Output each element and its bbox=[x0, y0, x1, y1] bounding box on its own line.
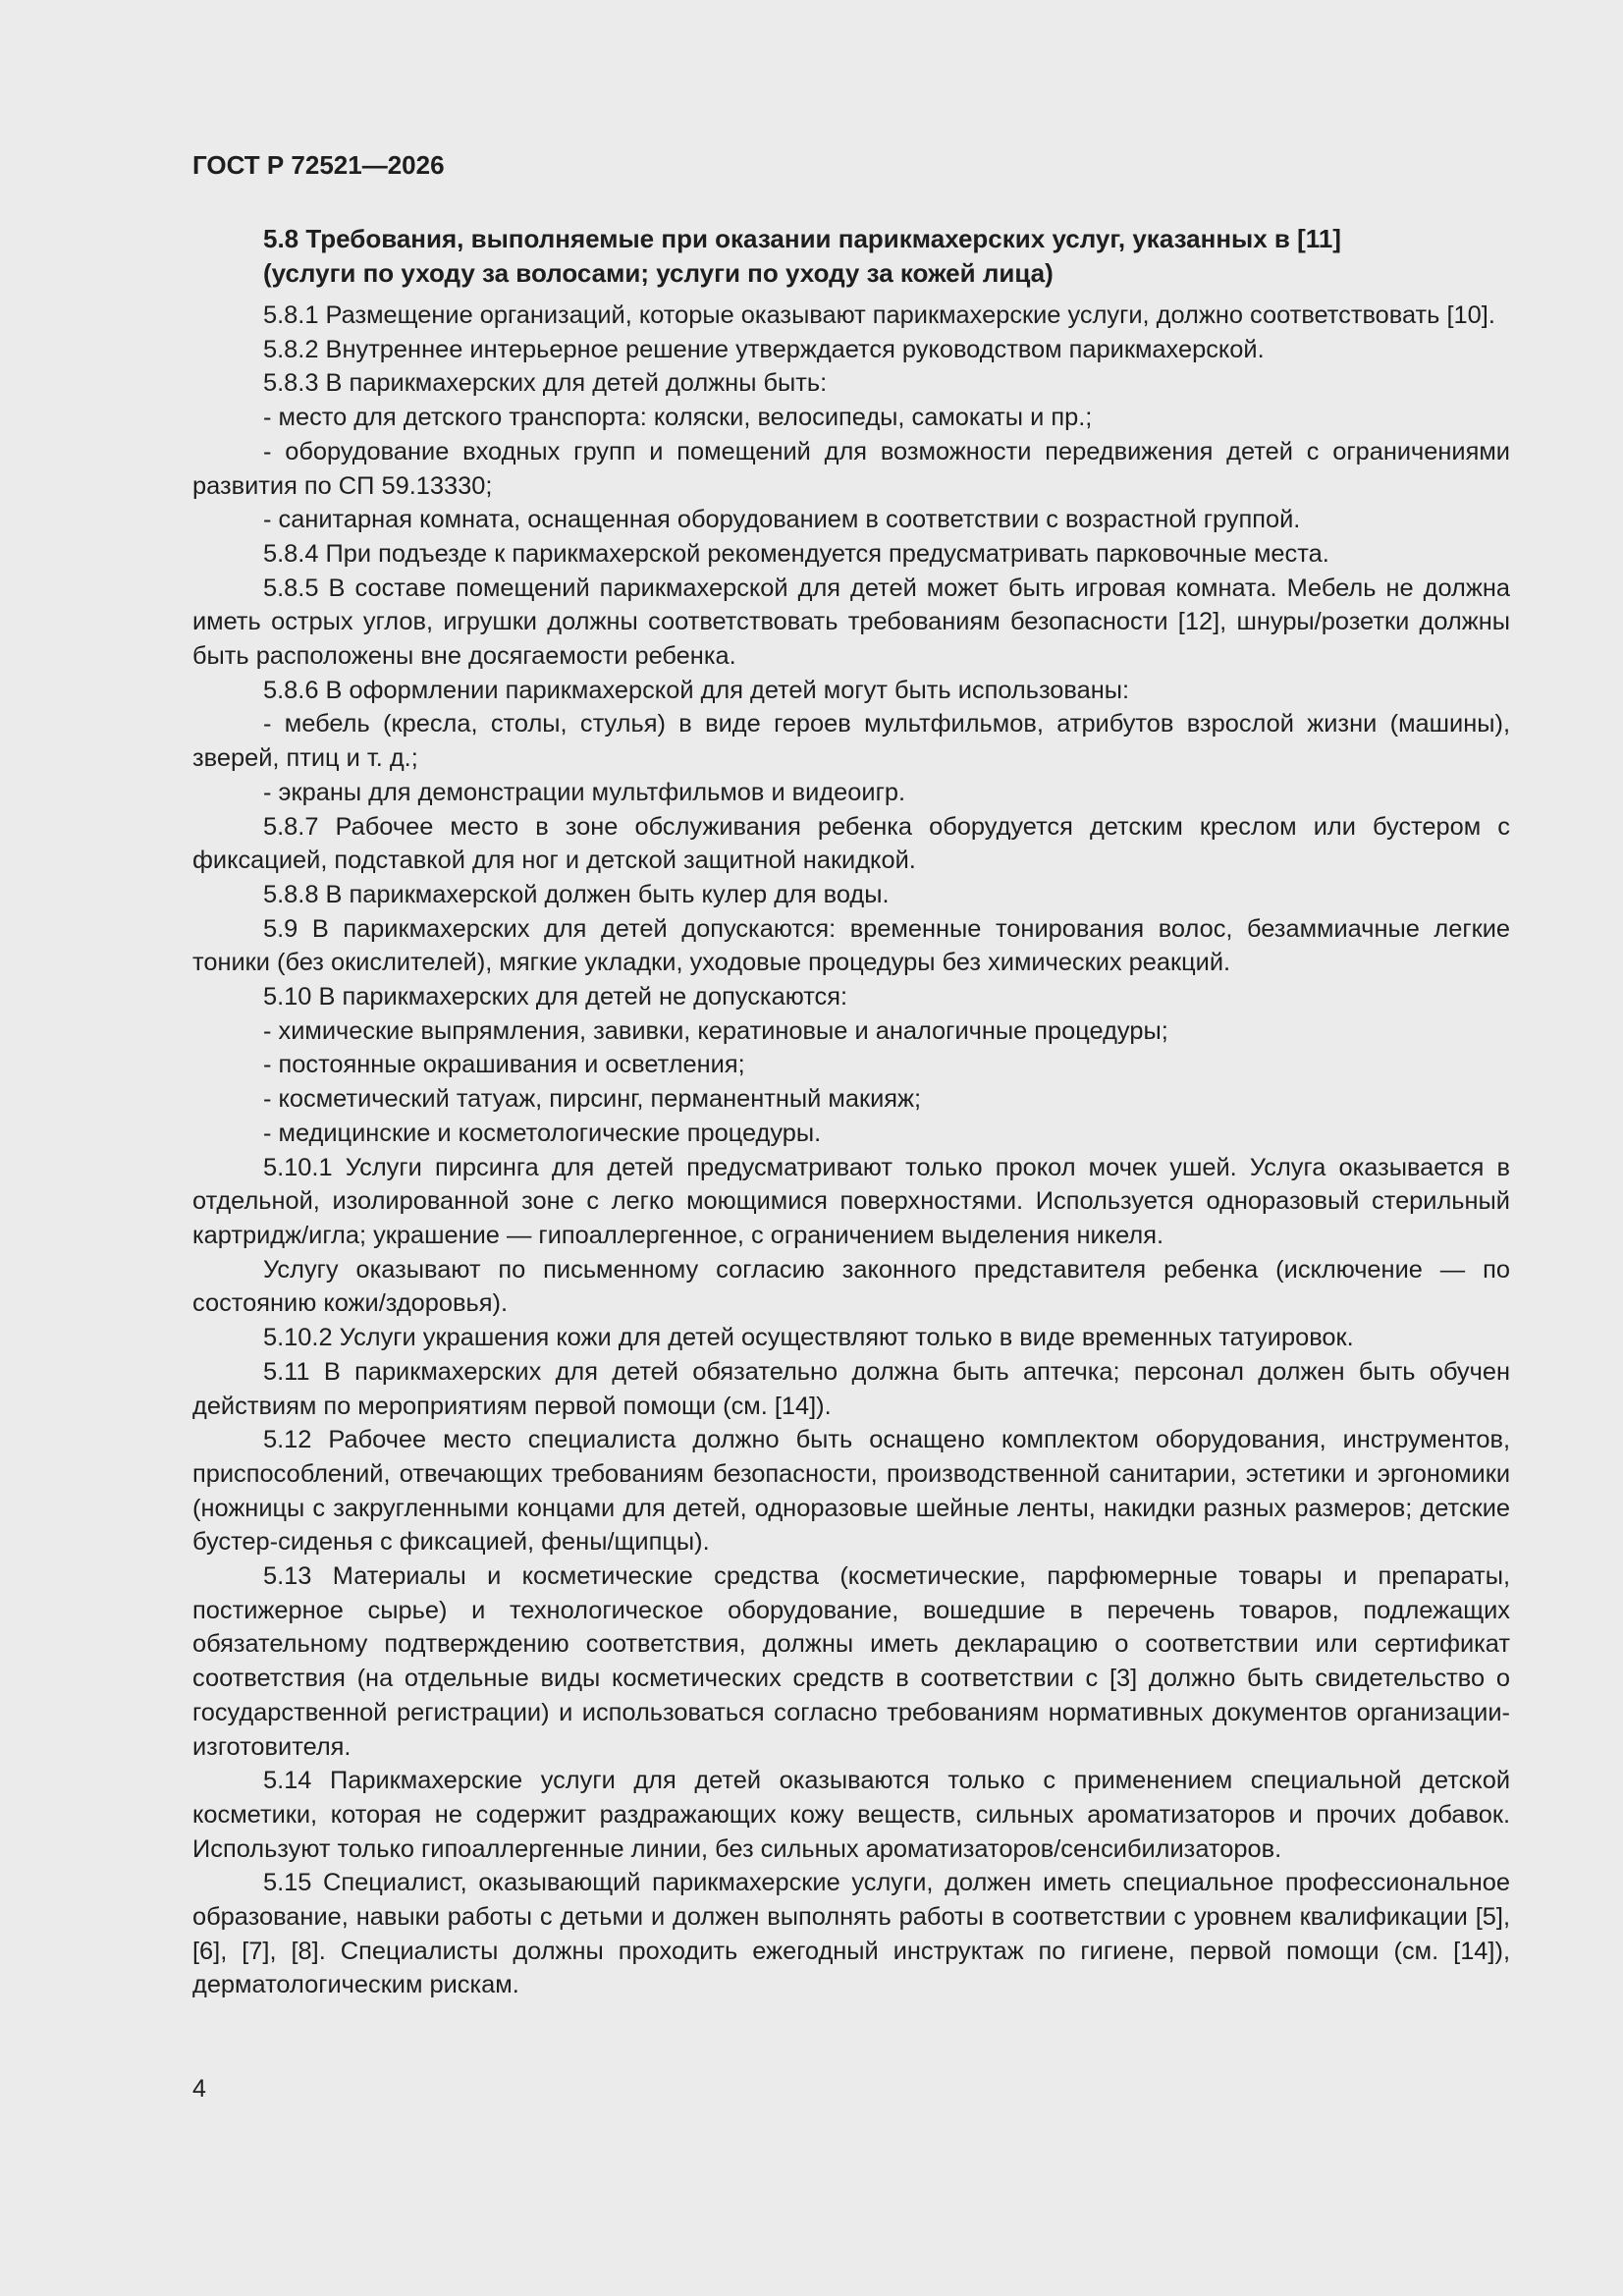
paragraph: 5.8.2 Внутреннее интерьерное решение утверждается руководством парикмахерской. bbox=[263, 335, 1265, 363]
document-body bbox=[192, 222, 1510, 2002]
paragraph: 5.10 В парикмахерских для детей не допускаются: bbox=[263, 983, 848, 1011]
paragraph: 5.8.4 При подъезде к парикмахерской рекомендуется предусматривать парковочные места. bbox=[263, 539, 1329, 568]
list-item: - постоянные окрашивания и осветления; bbox=[263, 1051, 745, 1079]
paragraph: 5.10.1 Услуги пирсинга для детей предусматривают только прокол мочек ушей. Услуга оказывается в отдельной, изолированной зоне с легко моющимися поверхностями. Используется одноразовый стерильный картридж/игла; украшение — гипоаллергенное, с ограничением выделения никеля. bbox=[192, 1153, 1510, 1249]
list-item: - мебель (кресла, столы, стулья) в виде героев мультфильмов, атрибутов взрослой жизни (машины), зверей, птиц и т. д.; bbox=[192, 710, 1510, 773]
paragraph: 5.9 В парикмахерских для детей допускаются: временные тонирования волос, безаммиачные легкие тоники (без окислителей), мягкие укладки, уходовые процедуры без химических реакций. bbox=[192, 914, 1510, 977]
paragraph: 5.11 В парикмахерских для детей обязательно должна быть аптечка; персонал должен быть обучен действиям по мероприятиям первой помощи (см. [14]). bbox=[192, 1357, 1510, 1420]
paragraph: 5.12 Рабочее место специалиста должно быть оснащено комплектом оборудования, инструментов, приспособлений, отвечающих требованиям безопасности, производственной санитарии, эстетики и эргономики (ножницы с закругленными концами для детей, одноразовые шейные ленты, накидки разных размеров; детские бустер-сиденья с фиксацией, фены/щипцы). bbox=[192, 1426, 1510, 1557]
paragraph: 5.13 Материалы и косметические средства (косметические, парфюмерные товары и препараты, постижерное сырье) и технологическое оборудование, вошедшие в перечень товаров, подлежащих обязательному подтверждению соответствия, должны иметь декларацию о соответствии или сертификат соответствия (на отдельные виды косметических средств в соответствии с [3] должно быть свидетельство о государственной регистрации) и использоваться согласно требованиям нормативных документов организации-изготовителя. bbox=[192, 1562, 1510, 1761]
paragraph: 5.8.8 В парикмахерской должен быть кулер для воды. bbox=[263, 880, 890, 908]
section-heading bbox=[192, 222, 1510, 291]
paragraph: 5.8.5 В составе помещений парикмахерской для детей может быть игровая комната. Мебель не должна иметь острых углов, игрушки должны соответствовать требованиям безопасности [12], шнуры/розетки должны быть расположены вне досягаемости ребенка. bbox=[192, 574, 1510, 671]
section-heading-line: 5.8 Требования, выполняемые при оказании парикмахерских услуг, указанных в [11] bbox=[263, 224, 1341, 253]
paragraph: Услугу оказывают по письменному согласию законного представителя ребенка (исключение — по состоянию кожи/здоровья). bbox=[192, 1255, 1510, 1318]
list-item: - косметический татуаж, пирсинг, перманентный макияж; bbox=[263, 1085, 922, 1114]
paragraph: 5.8.3 В парикмахерских для детей должны быть: bbox=[263, 369, 828, 398]
list-item: - химические выпрямления, завивки, кератиновые и аналогичные процедуры; bbox=[263, 1016, 1168, 1045]
paragraph: 5.8.7 Рабочее место в зоне обслуживания ребенка оборудуется детским креслом или бустером с фиксацией, подставкой для ног и детской защитной накидкой. bbox=[192, 812, 1510, 875]
section-heading-line: (услуги по уходу за волосами; услуги по уходу за кожей лица) bbox=[263, 258, 1054, 288]
list-item: - оборудование входных групп и помещений для возможности передвижения детей с ограничениями развития по СП 59.13330; bbox=[192, 437, 1510, 500]
list-item: - экраны для демонстрации мультфильмов и видеоигр. bbox=[263, 778, 906, 806]
page-number: 4 bbox=[192, 2075, 206, 2103]
paragraph: 5.8.1 Размещение организаций, которые оказывают парикмахерские услуги, должно соответствовать [10]. bbox=[263, 301, 1495, 329]
list-item: - санитарная комната, оснащенная оборудованием в соответствии с возрастной группой. bbox=[263, 506, 1301, 534]
document-header: ГОСТ Р 72521—2026 bbox=[192, 150, 445, 180]
paragraph: 5.8.6 В оформлении парикмахерской для детей могут быть использованы: bbox=[263, 676, 1130, 704]
list-item: - место для детского транспорта: коляски, велосипеды, самокаты и пр.; bbox=[263, 404, 1093, 432]
paragraph: 5.10.2 Услуги украшения кожи для детей осуществляют только в виде временных татуировок. bbox=[263, 1324, 1354, 1352]
paragraph-list bbox=[192, 299, 1510, 2002]
paragraph: 5.14 Парикмахерские услуги для детей оказываются только с применением специальной детской косметики, которая не содержит раздражающих кожу веществ, сильных ароматизаторов и прочих добавок. Используют только гипоаллергенные линии, без сильных ароматизаторов/сенсибилизаторов. bbox=[192, 1767, 1510, 1863]
list-item: - медицинские и косметологические процедуры. bbox=[263, 1119, 822, 1147]
paragraph: 5.15 Специалист, оказывающий парикмахерские услуги, должен иметь специальное профессиональное образование, навыки работы с детьми и должен выполнять работы в соответствии с уровнем квалификации [5], [6], [7], [8]. Специалисты должны проходить ежегодный инструктаж по гигиене, первой помощи (см. [14]), дерматологическим рискам. bbox=[192, 1869, 1510, 1999]
